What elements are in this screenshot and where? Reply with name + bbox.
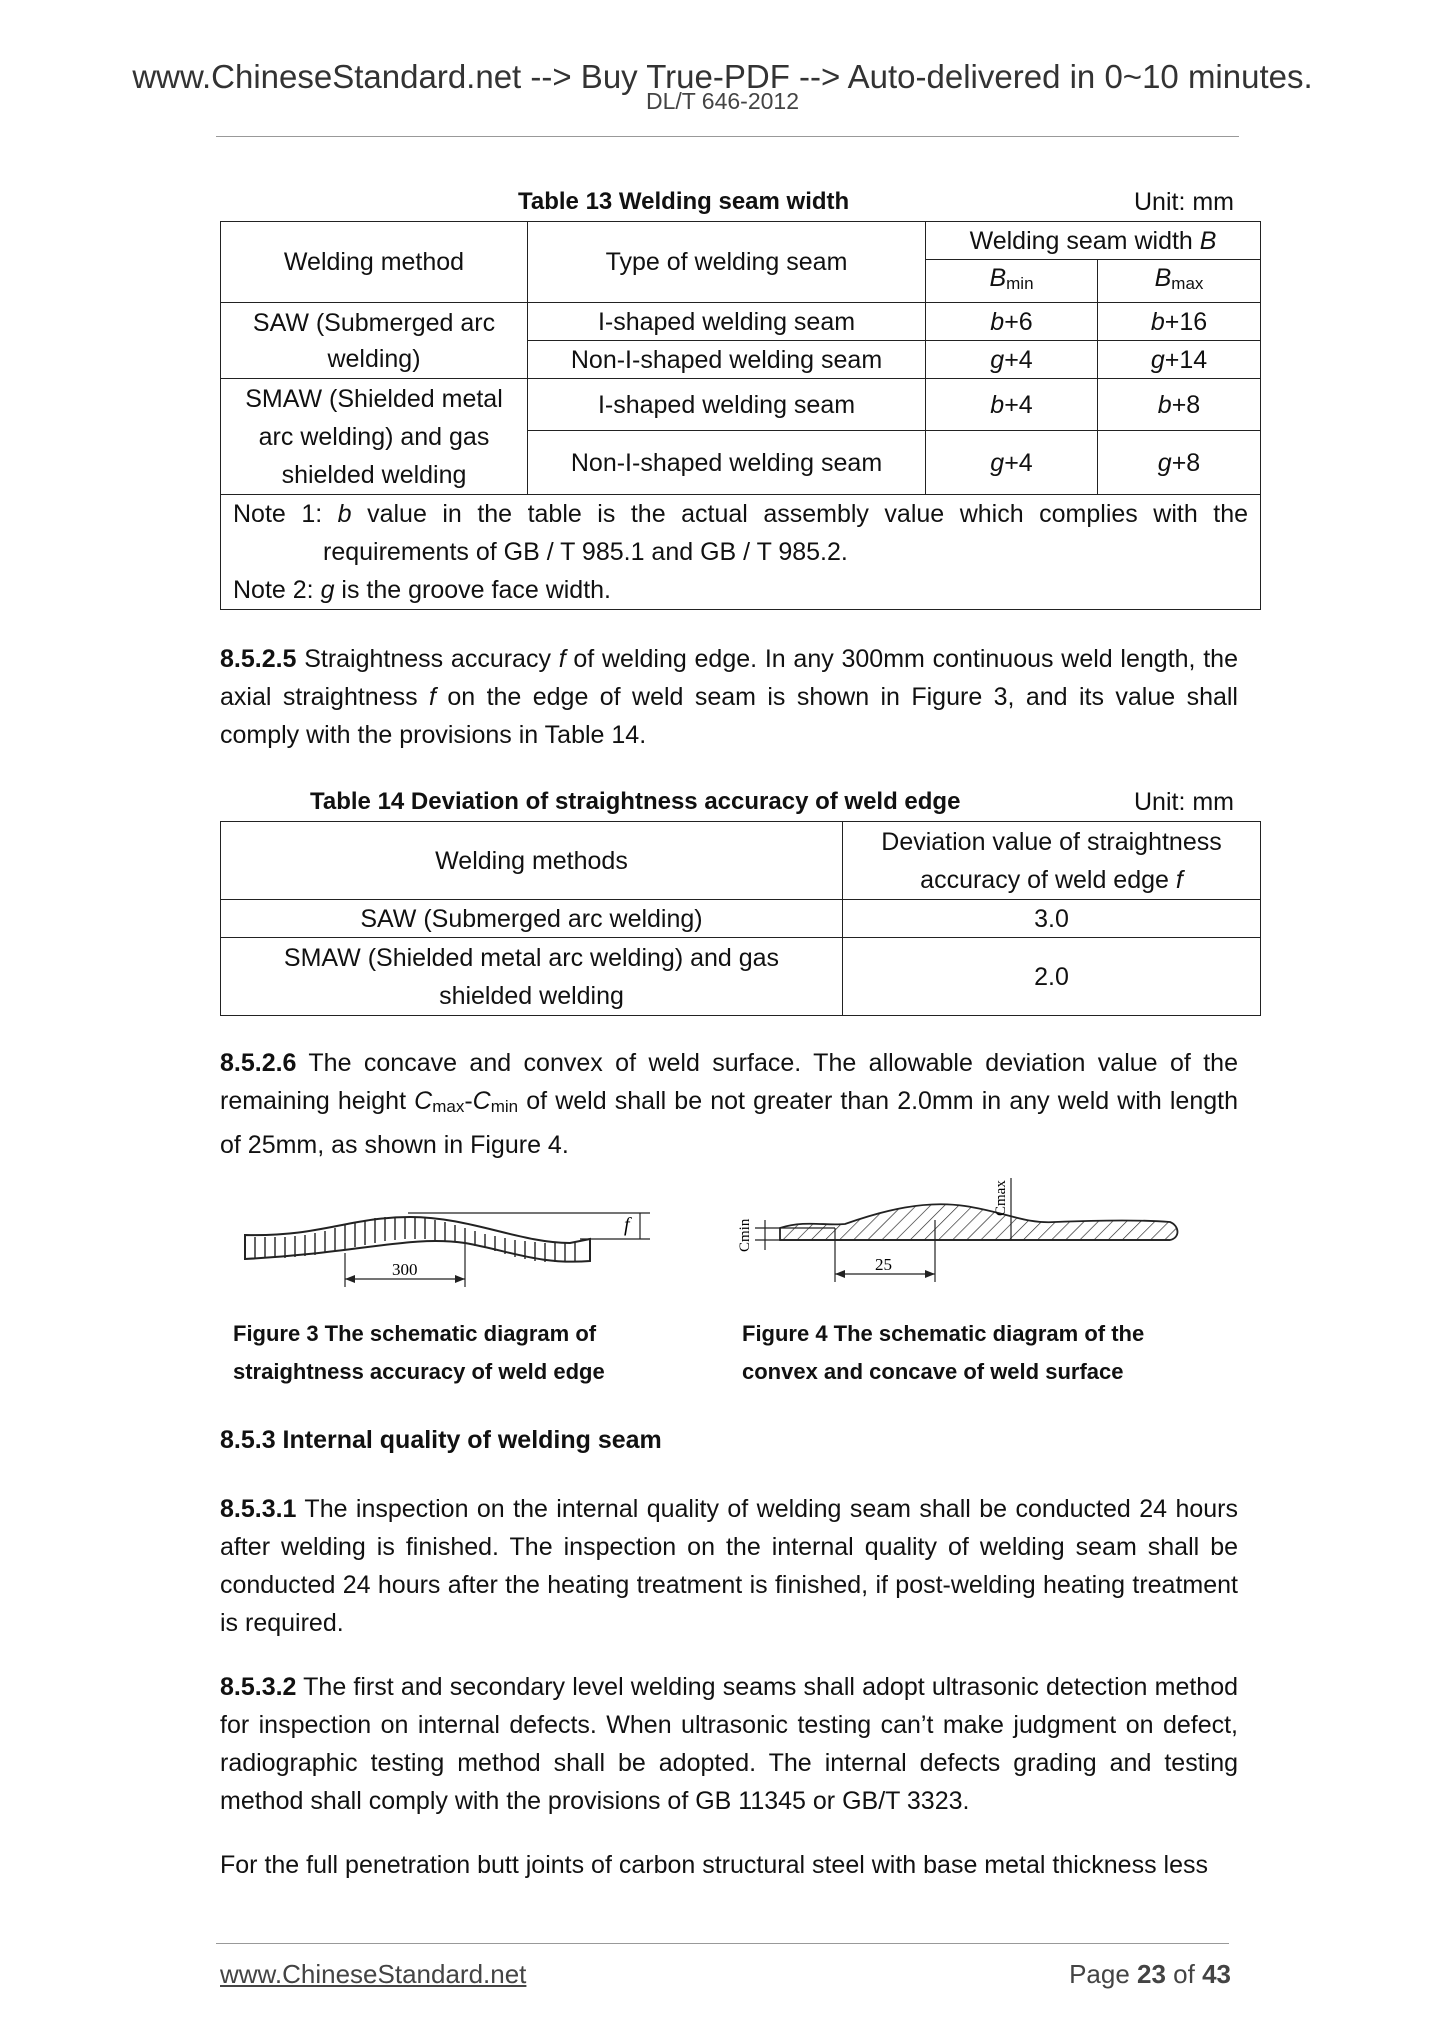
table13-header-width: Welding seam width B xyxy=(926,222,1261,260)
table13-cell-max: b+8 xyxy=(1098,379,1261,431)
table13-note1: Note 1: b value in the table is the actual assembly value which complies with the xyxy=(233,500,1248,528)
figure4-diagram xyxy=(725,1170,1195,1295)
table13-note2: Note 2: g is the groove face width. xyxy=(233,576,612,604)
figure4-dimension-label: 25 xyxy=(875,1255,892,1274)
paragraph-8-5-3-2: 8.5.3.2 The first and secondary level welding seams shall adopt ultrasonic detection method for inspection on internal defects. When ultrasonic testing can’t make judgment on defect, radiographic testing method shall be adopted. The internal defects grading and testing method shall comply with the provisions of GB 11345 or GB/T 3323. xyxy=(220,1673,1238,1815)
table13-cell-type: I-shaped welding seam xyxy=(528,379,926,431)
table-row xyxy=(221,938,1261,1016)
table13-cell-max: g+14 xyxy=(1098,341,1261,379)
table14-caption: Table 14 Deviation of straightness accuracy of weld edge xyxy=(310,788,961,815)
table13-caption: Table 13 Welding seam width xyxy=(518,188,850,215)
table13-cell-type: Non-I-shaped welding seam xyxy=(528,431,926,495)
table13-note1-continued: requirements of GB / T 985.1 and GB / T 985.2. xyxy=(323,538,848,566)
figure3-f-label: f xyxy=(624,1214,630,1236)
table13 xyxy=(220,221,1261,610)
table13-header-bmin: $B_{min}$ xyxy=(926,260,1098,303)
table13-header-method: Welding method xyxy=(221,222,528,303)
table13-cell-min: g+4 xyxy=(926,341,1098,379)
table13-cell-min: g+4 xyxy=(926,431,1098,495)
figure4-cmin-label: Cmin xyxy=(737,1218,753,1252)
table13-header-bmax: $B_{max}$ xyxy=(1098,260,1261,303)
figure3-caption: Figure 3 The schematic diagram of straightness accuracy of weld edge xyxy=(233,1321,605,1384)
table13-cell-max: g+8 xyxy=(1098,431,1261,495)
table13-cell-type: Non-I-shaped welding seam xyxy=(528,341,926,379)
footer-divider xyxy=(216,1943,1229,1944)
table14-unit: Unit: mm xyxy=(1134,788,1234,816)
document-number: DL/T 646-2012 xyxy=(645,88,799,114)
paragraph-continuation: For the full penetration butt joints of carbon structural steel with base metal thickness less xyxy=(220,1851,1208,1879)
table13-cell-method: SMAW (Shielded metal arc welding) and gas shielded welding xyxy=(221,379,528,495)
table13-cell-min: b+6 xyxy=(926,303,1098,341)
footer-page-number: Page 23 of 43 xyxy=(1069,1959,1231,1989)
table14-cell-value: 3.0 xyxy=(843,900,1261,938)
table14 xyxy=(220,821,1261,1016)
table14-cell-method: SMAW (Shielded metal arc welding) and gas shielded welding xyxy=(221,938,843,1016)
table13-notes xyxy=(221,495,1261,610)
table-row xyxy=(221,379,1261,431)
table13-unit: Unit: mm xyxy=(1134,188,1234,216)
header-divider xyxy=(216,136,1239,137)
table13-cell-type: I-shaped welding seam xyxy=(528,303,926,341)
figure4-caption: Figure 4 The schematic diagram of the convex and concave of weld surface xyxy=(742,1321,1145,1384)
paragraph-8-5-2-5: 8.5.2.5 Straightness accuracy f of welding edge. In any 300mm continuous weld length, the axial straightness f on the edge of weld seam is shown in Figure 3, and its value shall comply with the provisions in Table 14. xyxy=(220,645,1238,749)
figure4-cmax-label: Cmax xyxy=(993,1180,1009,1216)
table13-cell-method: SAW (Submerged arc welding) xyxy=(221,303,528,379)
table-row xyxy=(221,303,1261,341)
table14-header-deviation: Deviation value of straightness accuracy of weld edge f xyxy=(843,822,1261,900)
table14-header-method: Welding methods xyxy=(221,822,843,900)
paragraph-8-5-2-6: 8.5.2.6 The concave and convex of weld surface. The allowable deviation value of the remaining height $C_{max}-C_{min}$ of weld shall be not greater than 2.0mm in any weld with length of 25mm, as shown in Figure 4. xyxy=(220,1049,1238,1159)
figure3-diagram xyxy=(240,1195,670,1295)
header-banner: www.ChineseStandard.net --> Buy True-PDF --> Auto-delivered in 0~10 minutes. xyxy=(132,58,1313,95)
table13-cell-min: b+4 xyxy=(926,379,1098,431)
paragraph-8-5-3-1: 8.5.3.1 The inspection on the internal quality of welding seam shall be conducted 24 hours after welding is finished. The inspection on the internal quality of welding seam shall be conducted 24 hours after the heating treatment is finished, if post-welding heating treatment is required. xyxy=(220,1495,1238,1637)
footer-site-link[interactable]: www.ChineseStandard.net xyxy=(220,1959,527,1989)
table-row xyxy=(221,900,1261,938)
figure3-dimension-label: 300 xyxy=(392,1260,418,1279)
table13-header-type: Type of welding seam xyxy=(528,222,926,303)
table14-cell-method: SAW (Submerged arc welding) xyxy=(221,900,843,938)
section-8-5-3-heading: 8.5.3 Internal quality of welding seam xyxy=(220,1426,662,1454)
table14-cell-value: 2.0 xyxy=(843,938,1261,1016)
table13-cell-max: b+16 xyxy=(1098,303,1261,341)
